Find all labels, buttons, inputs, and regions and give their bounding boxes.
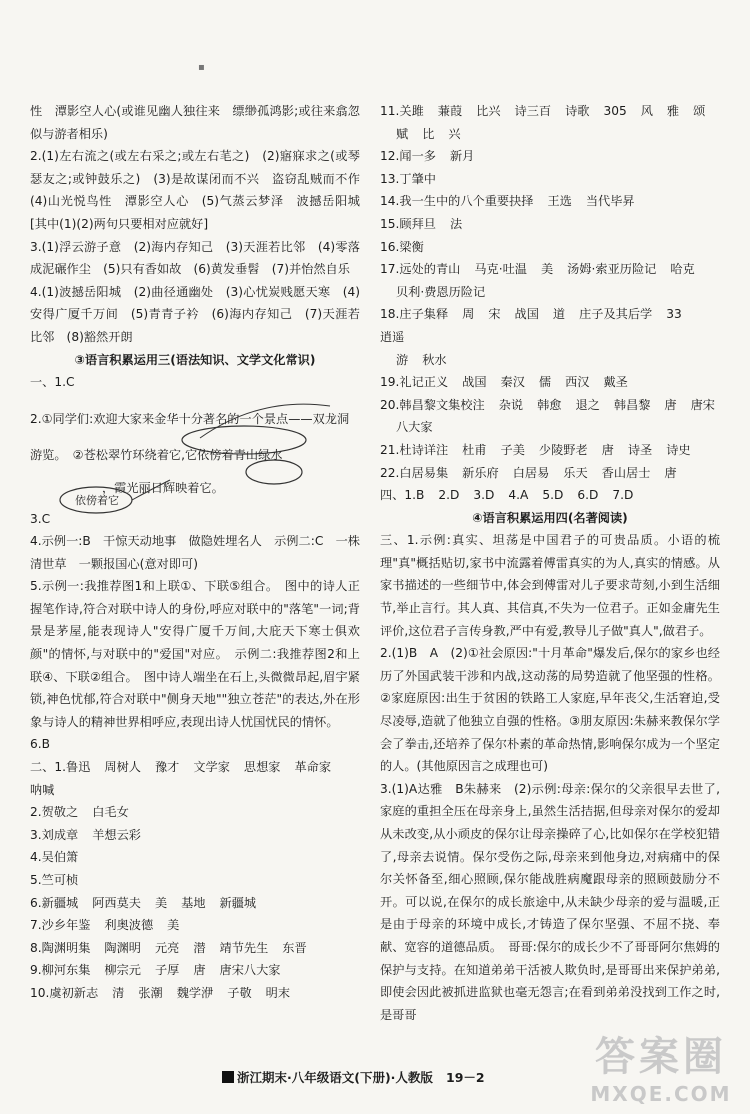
answer-term: 少陵野老 xyxy=(538,442,588,457)
answer-term: 贝利·费恩历险记 xyxy=(396,284,486,299)
answer-term: 诗歌 xyxy=(565,104,590,118)
answer-term: 清 xyxy=(112,985,125,1000)
footer-mark-icon xyxy=(222,1071,234,1083)
answer-term: 秦汉 xyxy=(500,375,525,390)
answer-row xyxy=(380,462,720,485)
answer-row xyxy=(380,168,720,191)
answer-term: 19.礼记正义 xyxy=(380,375,449,390)
answer-term: 乐天 xyxy=(563,465,588,480)
answer-term: 唐 xyxy=(193,963,206,978)
answer-term: 马克·吐温 xyxy=(474,262,527,277)
answer-paragraph: 3.(1)A达雅 B朱赫来 (2)示例:母亲:保尔的父亲很早去世了,家庭的重担全压在母亲身上,虽然生活拮据,但母亲对保尔的爱却从未改变,从小顽皮的保尔让母亲操碎了心,比如保尔在学校犯错了,母亲去说情。保尔受伤之际,母亲来到他身边,对病痛中的保尔关怀备至,细心照顾,保尔能战胜病魔跟母亲的照顾鼓励分不开。可以说,在保尔的成长旅途中,从未缺少母亲的爱与温暖,正是由于母亲的环境中成长,才铸造了保尔坚强、不屈不挠、奉献、宽容的道德品质。 哥哥:保尔的成长少不了哥哥阿尔焦姆的保护与支持。在知道弟弟干活被人欺负时,是哥哥出来保护弟弟,即使会因此被抓进监狱也毫无怨言;在看到弟弟没找到工作之时,是哥哥 xyxy=(380,781,720,1022)
left-column xyxy=(30,100,373,1005)
answer-term: 21.杜诗详注 xyxy=(380,442,449,457)
annotation-text: 依傍着它 xyxy=(75,494,119,507)
answer-term: 诗三百 xyxy=(514,104,552,118)
answer-term: 羊想云彩 xyxy=(92,827,141,842)
watermark-title: 答案圈 xyxy=(595,1034,727,1080)
answer-row xyxy=(30,869,360,892)
answer-row xyxy=(380,484,720,507)
answer-term: 陶渊明 xyxy=(104,940,141,955)
answer-paragraph: 性 潭影空人心(或谁见幽人独往来 缥缈孤鸿影;或往来翕忽 似与游者相乐) xyxy=(30,104,373,141)
answer-term: 法 xyxy=(449,216,463,231)
answer-term: 兴 xyxy=(448,126,461,141)
section-title: ④语言积累运用四(名著阅读) xyxy=(472,510,628,525)
page-number: 19－2 xyxy=(446,1070,485,1085)
answer-term: 戴圣 xyxy=(603,375,628,390)
answer-term: 宋 xyxy=(488,307,501,322)
answer-term: 哈克 xyxy=(670,262,695,277)
scan-mark: ▪ xyxy=(198,62,205,73)
answer-row xyxy=(30,892,360,915)
answer-term: 靖节先生 xyxy=(219,940,269,955)
answer-term: 6.新疆城 xyxy=(30,895,79,910)
answer-paragraph: 4.(1)波撼岳阳城 (2)曲径通幽处 (3)心忧炭贱愿天寒 (4)安得广厦千万间 (5)青青子衿 (6)海内存知己 (7)天涯若比邻 (8)豁然开朗 xyxy=(30,284,360,344)
answer-row xyxy=(30,846,360,869)
answer-term: 5.竺可桢 xyxy=(30,873,79,887)
right-column xyxy=(380,100,720,1026)
answer-term: 逍遥 xyxy=(380,329,405,344)
answer-term: 3.D xyxy=(473,488,495,503)
answer-row xyxy=(30,959,360,982)
answer-term: 新乐府 xyxy=(462,465,499,480)
answer-paragraph: 5.示例一:我推荐图1和上联①、下联⑤组合。 图中的诗人正握笔作诗,符合对联中诗人的身份,呼应对联中的"落笔"一词;背景是茅屋,能表现诗人"安得广厦千万间,大庇天下寒士俱欢颜"的情怀,与对联中的"爱国"对应。 示例二:我推荐图2和上联④、下联②组合。 图中诗人端坐在石上,头微微昂起,眉宇紧锁,神色忧郁,符合对联中"侧身天地""独立苍茫"的表达,外在形象与诗人的精神世界相呼应,表现出诗人忧国忧民的情怀。 xyxy=(30,579,360,729)
answer-term: 12.闻一多 xyxy=(380,149,436,164)
answer-term: 10.虞初新志 xyxy=(30,985,99,1000)
answer-paragraph: 2.(1)B A (2)①社会原因:"十月革命"爆发后,保尔的家乡也经历了外国武装干涉和内战,这动荡的局势造就了他坚强的性格。②家庭原因:出生于贫困的铁路工人家庭,早年丧父,生活窘迫,受尽凌辱,造就了他独立自强的性格。③朋友原因:朱赫来教保尔学会了拳击,还培养了保尔朴素的革命热情,影响保尔成为一个坚定的人。(其他原因言之成理也可) xyxy=(380,646,720,774)
answer-row xyxy=(30,937,360,960)
answer-term: 游 xyxy=(396,352,409,367)
answer-term: 比兴 xyxy=(476,104,501,118)
answer-term: 秋水 xyxy=(422,352,447,367)
answer-term: 道 xyxy=(552,307,566,322)
answer-term: 4.A xyxy=(508,488,529,503)
answer-term: 阿西莫夫 xyxy=(92,895,141,910)
answer-row xyxy=(380,439,720,462)
answer-term: 新月 xyxy=(449,149,475,164)
answer-2-block xyxy=(30,408,360,500)
answer-term: 当代毕昇 xyxy=(585,194,635,209)
answer-term: 战国 xyxy=(514,307,539,322)
answer-term: 美 xyxy=(540,262,554,277)
answer-term: 杜甫 xyxy=(462,442,487,457)
answer-term: 柳宗元 xyxy=(104,963,141,978)
answer-term: 革命家 xyxy=(294,760,332,775)
answer-row xyxy=(380,371,720,394)
answer-term: 9.柳河东集 xyxy=(30,963,91,978)
answer-term: 14.我一生中的八个重要抉择 xyxy=(380,194,534,209)
answer-row xyxy=(380,236,720,259)
answer-term: 豫才 xyxy=(154,760,180,775)
answer-row xyxy=(380,100,720,123)
answer-term: 5.D xyxy=(542,488,564,503)
answer-row xyxy=(380,303,720,348)
answer-term: 庄子及其后学 xyxy=(579,307,653,322)
answer-term: 新疆城 xyxy=(219,895,257,910)
answer-line: 游览。 ②苍松翠竹环绕着它,它依傍着青山绿水 xyxy=(30,448,283,463)
answer-term: 比 xyxy=(422,126,435,141)
watermark xyxy=(586,1025,736,1106)
answer-row xyxy=(380,213,720,236)
answer-term: 潜 xyxy=(193,940,206,955)
answer-term: 颂 xyxy=(693,104,706,118)
answer-term: 子厚 xyxy=(154,963,180,978)
answer-term: 赋 xyxy=(396,126,409,141)
answer-row xyxy=(380,281,720,304)
answer-term: 18.庄子集释 xyxy=(380,307,449,322)
answer-term: 6.D xyxy=(577,488,599,503)
answer-term: 周树人 xyxy=(104,760,141,775)
answer-row xyxy=(380,416,720,439)
answer-row xyxy=(380,349,720,372)
answer-term: 22.白居易集 xyxy=(380,465,449,480)
answer-term: 11.关雎 xyxy=(380,104,424,118)
answer-term: 雅 xyxy=(666,104,680,118)
answer-term: 文学家 xyxy=(193,760,230,775)
answer-term: 战国 xyxy=(462,375,487,390)
answer-term: 8.陶渊明集 xyxy=(30,940,91,955)
answer-term: 西汉 xyxy=(565,375,590,390)
answer-term: 杂说 xyxy=(498,397,524,412)
section-title: ③语言积累运用三(语法知识、文学文化常识) xyxy=(74,352,316,367)
answer-term: 汤姆·索亚历险记 xyxy=(567,262,657,277)
answer-line: 3.C xyxy=(30,511,51,526)
answer-term: 四、1.B xyxy=(380,488,425,503)
answer-term: 明末 xyxy=(265,985,291,1000)
answer-term: 2.贺敬之 xyxy=(30,805,79,820)
answer-term: 周 xyxy=(462,307,475,322)
answer-term: 魏学洢 xyxy=(176,985,214,1000)
answer-term: 唐 xyxy=(664,465,677,480)
answer-term: 13.丁肇中 xyxy=(380,171,436,186)
answer-row xyxy=(30,824,360,847)
answer-paragraph: 3.(1)浮云游子意 (2)海内存知己 (3)天涯若比邻 (4)零落成泥碾作尘 (5)只有香如故 (6)黄发垂髫 (7)并怡然自乐 xyxy=(30,239,360,277)
answer-row xyxy=(30,756,360,801)
answer-term: 20.韩昌黎文集校注 xyxy=(380,397,485,412)
answer-term: 唐宋 xyxy=(690,397,715,412)
answer-term: 15.顾拜旦 xyxy=(380,216,436,231)
answer-paragraph: 2.(1)左右流之(或左右采之;或左右芼之) (2)寤寐求之(或琴瑟友之;或钟鼓乐之) (3)是故谋闭而不兴 盗窃乱贼而不作 (4)山光悦鸟性 潭影空人心 (5)气蒸云梦泽 波撼岳阳城[其中(1)(2)两句只要相对应就好] xyxy=(30,149,373,231)
answer-term: 3.刘成章 xyxy=(30,827,79,842)
answer-term: 305 xyxy=(603,104,627,118)
answer-row xyxy=(380,258,720,281)
answer-term: 唐 xyxy=(601,442,614,457)
answer-line: 6.B xyxy=(30,737,50,752)
answer-term: 蒹葭 xyxy=(437,104,463,118)
answer-term: 八大家 xyxy=(396,420,433,435)
answer-term: 7.沙乡年鉴 xyxy=(30,918,91,933)
answer-term: 唐宋八大家 xyxy=(219,963,281,978)
answer-row xyxy=(380,394,720,417)
answer-term: 2.D xyxy=(438,488,460,503)
answer-term: 美 xyxy=(154,895,168,910)
answer-row xyxy=(30,801,360,824)
answer-term: 子敬 xyxy=(227,985,252,1000)
answer-row xyxy=(380,145,720,168)
answer-row xyxy=(30,914,360,937)
answer-term: 香山居士 xyxy=(601,465,651,480)
answer-line: 一、1.C xyxy=(30,375,75,390)
answer-row xyxy=(30,982,360,1005)
answer-term: 王选 xyxy=(547,194,572,209)
answer-term: 风 xyxy=(640,104,653,118)
answer-term: 7.D xyxy=(612,488,634,503)
answer-term: 退之 xyxy=(575,397,600,412)
answer-term: 17.远处的青山 xyxy=(380,262,461,277)
answer-line: ，霞光丽日辉映着它。 xyxy=(102,480,224,495)
answer-term: 子美 xyxy=(500,442,525,457)
answer-term: 二、1.鲁迅 xyxy=(30,760,91,775)
answer-paragraph: 三、1.示例:真实、坦荡是中国君子的可贵品质。小语的梳理"真"概括贴切,家书中流露着傅雷真实的为人,真实的情感。从家书描述的一些细节中,体会到傅雷对儿子要求苛刻,小到生活细节,举止言行。其人真、其信真,不失为一位君子。正如金庸先生评价,这位君子言传身教,严中有爱,教导儿子做"真人",做君子。 xyxy=(380,533,720,638)
answer-paragraph: 4.示例一:B 干惊天动地事 做隐姓埋名人 示例二:C 一株清世草 一颗报国心(意对即可) xyxy=(30,534,360,571)
watermark-url: MXQE.COM xyxy=(590,1082,732,1106)
answer-term: 33 xyxy=(666,307,682,322)
answer-term: 张潮 xyxy=(138,985,163,1000)
answer-term: 东晋 xyxy=(282,940,307,955)
answer-term: 呐喊 xyxy=(30,782,55,797)
answer-term: 美 xyxy=(167,918,180,933)
answer-term: 16.梁衡 xyxy=(380,239,424,254)
answer-term: 韩愈 xyxy=(537,397,562,412)
answer-term: 思想家 xyxy=(243,760,281,775)
answer-term: 儒 xyxy=(538,375,552,390)
page-footer xyxy=(222,1068,522,1086)
answer-row xyxy=(380,190,720,213)
answer-term: 白毛女 xyxy=(92,805,129,820)
answer-term: 利奥波德 xyxy=(104,918,154,933)
footer-title: 浙江期末·八年级语文(下册)·人教版 xyxy=(237,1070,433,1085)
answer-term: 韩昌黎 xyxy=(613,397,651,412)
answer-term: 元亮 xyxy=(154,940,180,955)
answer-line: 2.①同学们:欢迎大家来金华十分著名的一个景点——双龙洞 xyxy=(30,411,350,426)
answer-term: 诗圣 xyxy=(627,442,653,457)
answer-term: 白居易 xyxy=(512,465,550,480)
answer-row xyxy=(380,123,720,146)
answer-term: 基地 xyxy=(181,895,206,910)
answer-term: 唐 xyxy=(664,397,677,412)
answer-term: 4.吴伯箫 xyxy=(30,850,79,865)
answer-term: 诗史 xyxy=(666,442,691,457)
